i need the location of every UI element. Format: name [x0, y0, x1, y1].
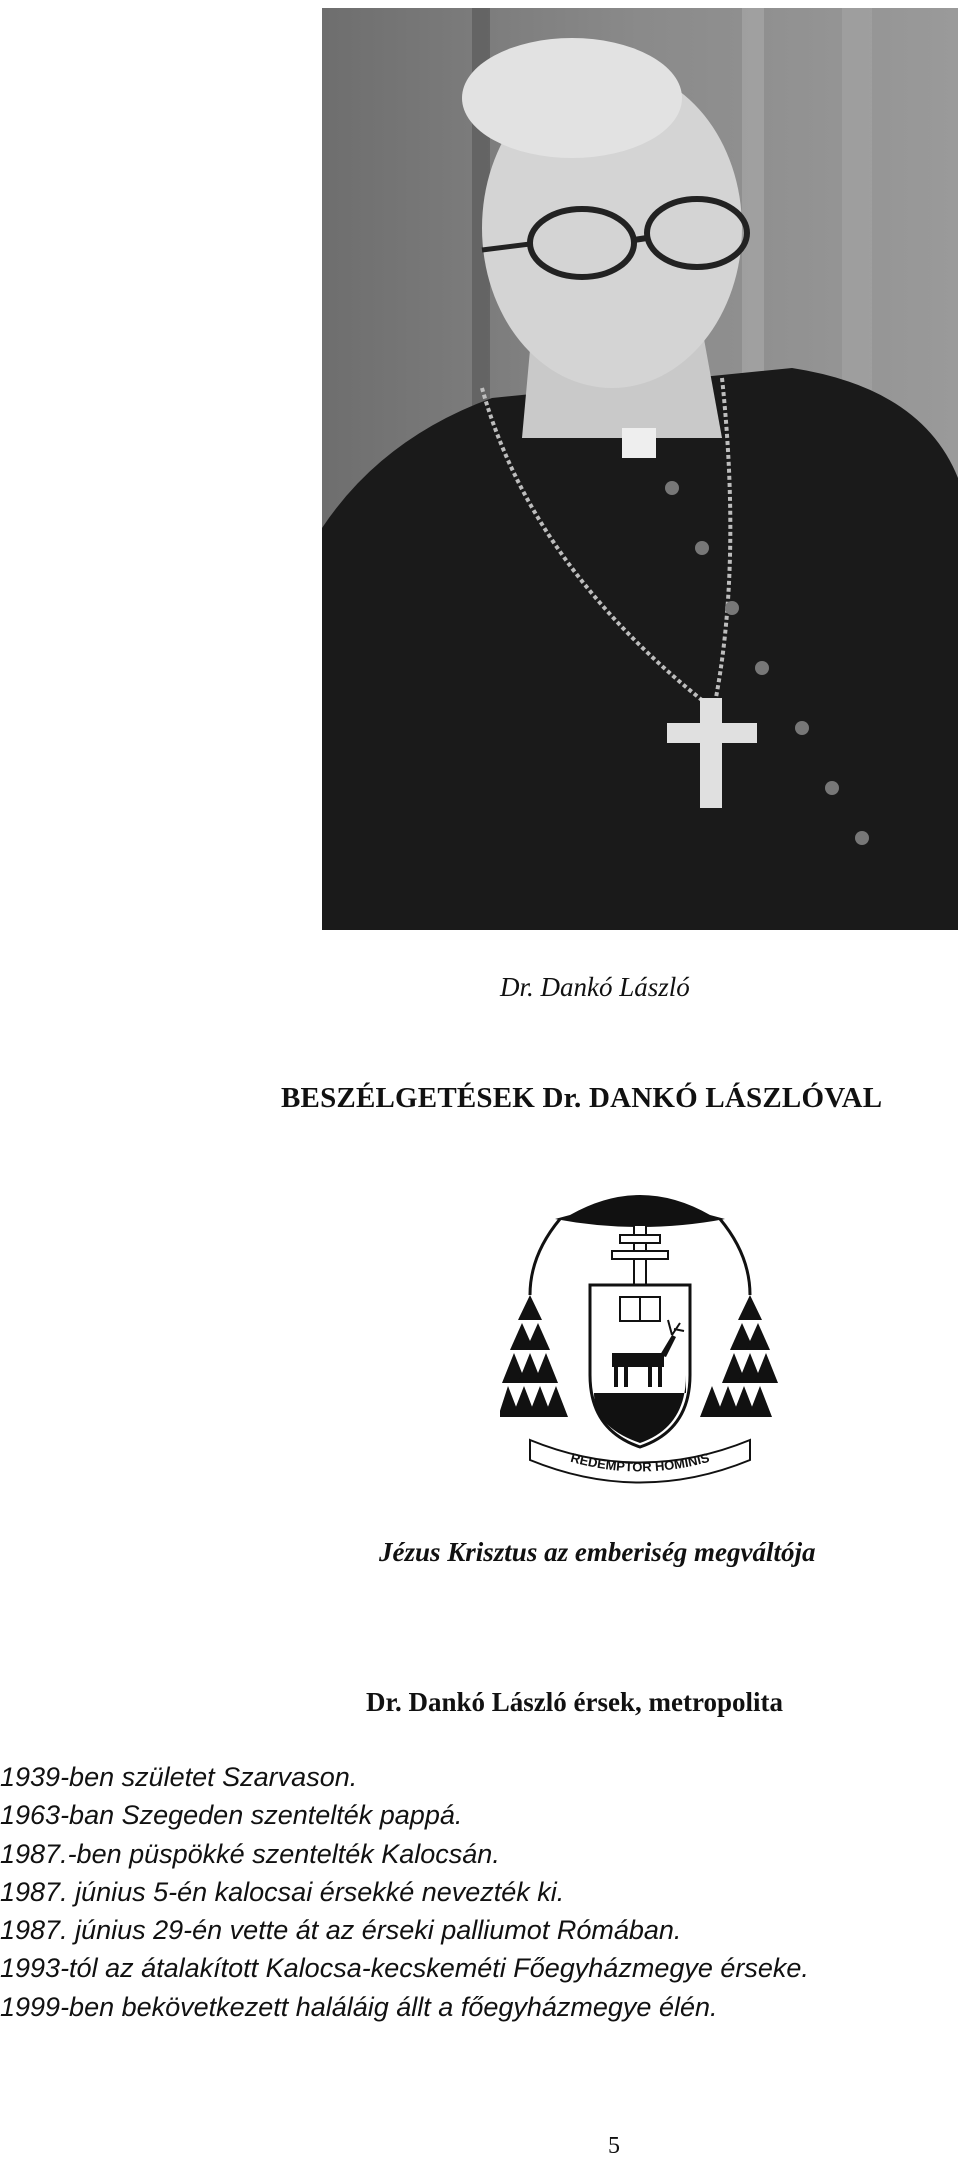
bio-line: 1999-ben bekövetkezett haláláig állt a főegyházmegye élén.	[0, 1991, 718, 2022]
person-title: Dr. Dankó László érsek, metropolita	[366, 1687, 783, 1717]
portrait-illustration	[322, 8, 958, 930]
biography-list	[0, 1758, 809, 2026]
motto-text: Jézus Krisztus az emberiség megváltója	[379, 1537, 816, 1567]
bio-line: 1939-ben születet Szarvason.	[0, 1762, 358, 1792]
bio-line: 1987. június 5-én kalocsai érsekké nevezték ki.	[0, 1876, 565, 1907]
left-tassels-icon	[500, 1295, 568, 1417]
bio-line: 1987. június 29-én vette át az érseki palliumot Rómában.	[0, 1915, 682, 1946]
right-tassels-icon	[700, 1295, 778, 1417]
galero-hat-icon	[555, 1195, 725, 1227]
motto-scroll-text: REDEMPTOR HOMINIS	[569, 1449, 711, 1475]
bio-line: 1993-tól az átalakított Kalocsa-kecskeméti Főegyházmegye érseke.	[0, 1953, 809, 1984]
double-cross-icon	[612, 1225, 668, 1285]
photo-caption: Dr. Dankó László	[500, 972, 690, 1002]
document-title: BESZÉLGETÉSEK Dr. DANKÓ LÁSZLÓVAL	[281, 1082, 883, 1114]
bio-line: 1963-ban Szegeden szentelték pappá.	[0, 1800, 463, 1831]
page-number: 5	[608, 2133, 620, 2159]
bio-line: 1987.-ben püspökké szentelték Kalocsán.	[0, 1838, 500, 1869]
coat-of-arms	[500, 1185, 780, 1490]
portrait-photo	[322, 8, 958, 930]
